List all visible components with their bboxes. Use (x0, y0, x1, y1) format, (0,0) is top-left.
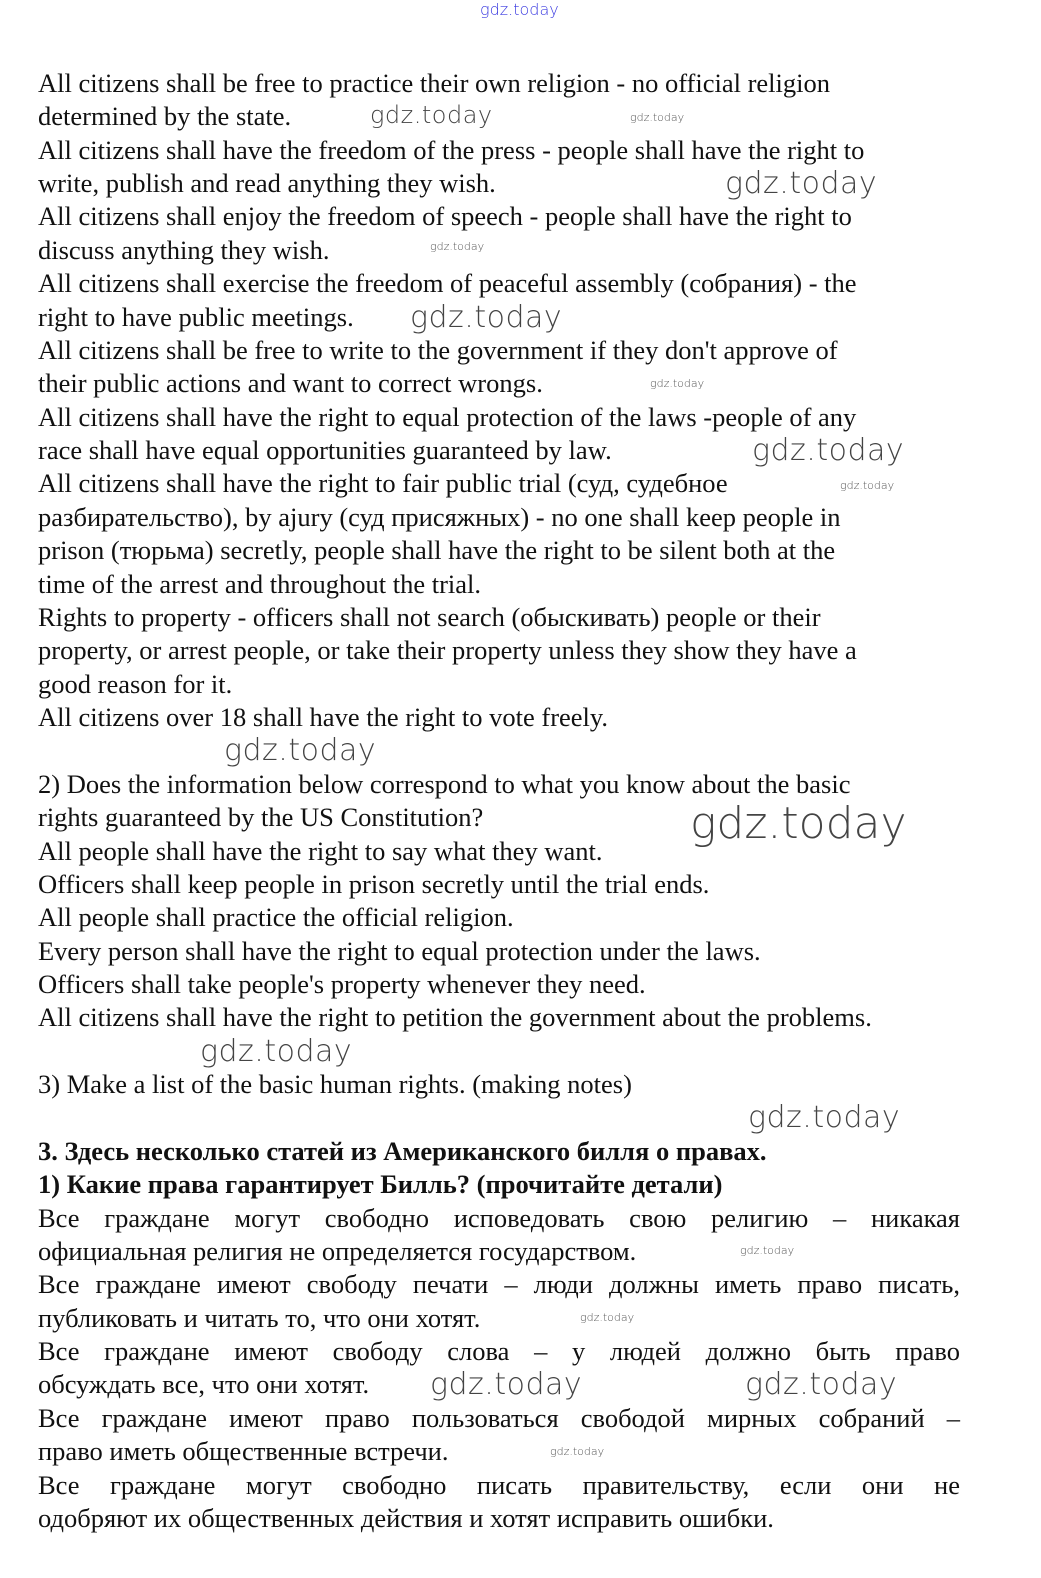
text-line: All citizens shall have the freedom of the press - people shall have the right to (38, 134, 865, 165)
watermark: gdz.today (430, 240, 485, 253)
text-line: race shall have equal opportunities guaranteed by law. (38, 435, 612, 466)
text-line: All citizens over 18 shall have the right to vote freely. (38, 702, 609, 733)
text-line: одобряют их общественных действия и хотят исправить ошибки. (38, 1502, 774, 1533)
watermark: gdz.today (840, 479, 895, 492)
watermark: gdz.today (480, 0, 559, 19)
watermark: gdz.today (690, 798, 907, 849)
watermark: gdz.today (370, 101, 493, 129)
watermark: gdz.today (745, 1367, 898, 1402)
watermark: gdz.today (740, 1244, 795, 1257)
watermark: gdz.today (630, 111, 685, 124)
watermark: gdz.today (580, 1311, 635, 1324)
watermark: gdz.today (550, 1445, 605, 1458)
text-line: обсуждать все, что они хотят. (38, 1369, 370, 1400)
text-line: 2) Does the information below correspond to what you know about the basic (38, 768, 851, 799)
text-line: rights guaranteed by the US Constitution? (38, 802, 484, 833)
text-line: All citizens shall exercise the freedom of peaceful assembly (собрания) - the (38, 268, 857, 299)
text-line: Officers shall keep people in prison secretly until the trial ends. (38, 868, 710, 899)
text-line: Officers shall take people's property whenever they need. (38, 968, 646, 999)
text-line: All citizens shall enjoy the freedom of speech - people shall have the right to (38, 201, 852, 232)
section-heading: 1) Какие права гарантирует Билль? (прочитайте детали) (38, 1169, 723, 1200)
text-line: determined by the state. (38, 101, 292, 132)
text-line: All people shall have the right to say what they want. (38, 835, 603, 866)
watermark: gdz.today (430, 1367, 583, 1402)
text-line: Rights to property - officers shall not search (обыскивать) people or their (38, 601, 821, 632)
text-line: time of the arrest and throughout the trial. (38, 568, 482, 599)
text-line: право иметь общественные встречи. (38, 1436, 449, 1467)
text-line: All citizens shall have the right to equal protection of the laws -people of any (38, 401, 857, 432)
text-line: разбирательство), by ajury (суд присяжных) - no one shall keep people in (38, 501, 841, 532)
text-line: 3) Make a list of the basic human rights. (making notes) (38, 1069, 632, 1100)
text-line: публиковать и читать то, что они хотят. (38, 1302, 481, 1333)
text-line: Все граждане имеют свободу печати – люди должны иметь право писать, (38, 1269, 960, 1300)
watermark: gdz.today (748, 1100, 901, 1135)
text-line: write, publish and read anything they wish. (38, 168, 496, 199)
section-heading: 3. Здесь несколько статей из Американского билля о правах. (38, 1135, 767, 1166)
text-line: All citizens shall be free to write to the government if they don't approve of (38, 334, 838, 365)
text-line: Все граждане могут свободно писать правительству, если они не (38, 1469, 960, 1500)
text-line: All citizens shall be free to practice their own religion - no official religion (38, 68, 831, 98)
watermark: gdz.today (725, 166, 878, 201)
text-line: Все граждане могут свободно исповедовать свою религию – никакая (38, 1202, 960, 1233)
text-line: good reason for it. (38, 668, 233, 699)
watermark: gdz.today (752, 433, 905, 468)
text-line: All citizens shall have the right to petition the government about the problems. (38, 1002, 872, 1033)
text-line: Все граждане имеют свободу слова – у людей должно быть право (38, 1336, 960, 1367)
text-line: their public actions and want to correct wrongs. (38, 368, 543, 399)
watermark: gdz.today (200, 1034, 353, 1069)
text-line: Все граждане имеют право пользоваться свободой мирных собраний – (38, 1402, 960, 1433)
text-line: All people shall practice the official religion. (38, 902, 514, 933)
text-line: discuss anything they wish. (38, 234, 330, 265)
text-line: Every person shall have the right to equal protection under the laws. (38, 935, 761, 966)
text-line: property, or arrest people, or take their property unless they show they have a (38, 635, 857, 666)
text-line: prison (тюрьма) secretly, people shall have the right to be silent both at the (38, 535, 836, 566)
text-line: All citizens shall have the right to fair public trial (суд, судебное (38, 468, 728, 499)
text-line: right to have public meetings. (38, 301, 354, 332)
watermark: gdz.today (224, 733, 377, 768)
watermark: gdz.today (410, 300, 563, 335)
text-line: официальная религия не определяется государством. (38, 1235, 637, 1266)
watermark: gdz.today (650, 377, 705, 390)
